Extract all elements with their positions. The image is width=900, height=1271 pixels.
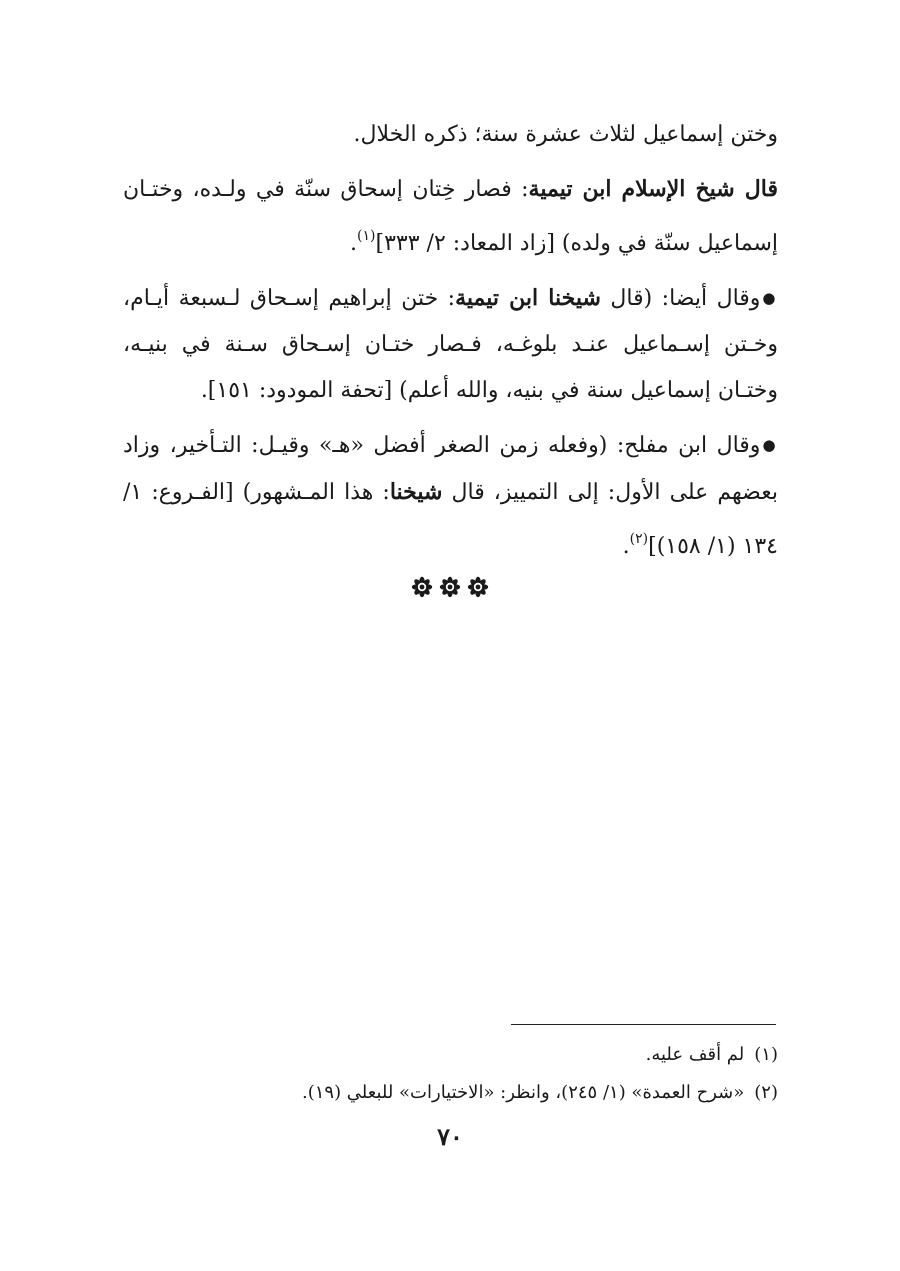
paragraph-4-text: : هذا المـشهور) [الفـروع: ١/ ١٣٤ (١/ ١٥٨)] (123, 480, 778, 559)
paragraph-1-text: وختن إسماعيل لثلاث عشرة سنة؛ ذكره الخلال. (353, 122, 778, 147)
paragraph-2 (123, 166, 778, 267)
paragraph-2-end: . (350, 231, 358, 256)
footnote-ref-2[interactable]: (٢) (629, 531, 649, 547)
footnote-ref-1[interactable]: (١) (357, 228, 376, 244)
paragraph-3-lead: وقال أيضا: (قال (600, 286, 761, 311)
flower-ornament-icon (439, 576, 461, 598)
paragraph-1 (123, 112, 778, 158)
paragraph-3 (123, 275, 778, 414)
paragraph-2-speaker: قال شيخ الإسلام ابن تيمية (528, 176, 778, 202)
flower-ornament-icon (411, 576, 433, 598)
section-divider-ornament (0, 576, 900, 602)
paragraph-4-speaker: شيخنا (389, 479, 443, 505)
footnote-2-text: «شرح العمدة» (١/ ٢٤٥)، وانظر: «الاختيارات» للبعلي (١٩). (301, 1082, 745, 1103)
paragraph-3-text: : ختن إبراهيم إسـحاق لـسبعة أيـام، وخـتن إسـماعيل عنـد بلوغـه، فـصار ختـان إسـحاق سـنة في بنيـه، وختـان إسماعيل سنة في بنيه، والله أعلم) [تحفة المودود: ١٥١]. (123, 286, 778, 403)
paragraph-3-speaker: شيخنا ابن تيمية (455, 285, 601, 311)
footnote-1-text: لم أقف عليه. (645, 1044, 745, 1065)
footnote-2-number: (٢) (754, 1082, 778, 1103)
paragraph-4-end: . (622, 534, 630, 559)
paragraph-2-text: : فصار خِتان إسحاق سنّة في ولـده، وختـان إسماعيل سنّة في ولده) [زاد المعاد: ٢/ ٣٣٣] (123, 177, 778, 256)
footnote-1-number: (١) (754, 1044, 778, 1065)
footnote-separator-line (511, 1024, 776, 1025)
bullet-icon: ● (762, 436, 779, 454)
flower-ornament-icon (467, 576, 489, 598)
paragraph-4-lead: وقال ابن مفلح: (وفعله زمن الصغر أفضل «هـ» وقيـل: التـأخير، وزاد بعضهم على الأول: إلى التمييز، قال (123, 433, 778, 505)
footnote-2 (123, 1074, 778, 1112)
paragraph-4 (123, 422, 778, 570)
page-number: ٧٠ (437, 1122, 463, 1151)
footnotes-block (123, 1036, 778, 1112)
main-text-block (123, 112, 778, 570)
bullet-icon: ● (762, 289, 779, 307)
footnote-1 (123, 1036, 778, 1074)
